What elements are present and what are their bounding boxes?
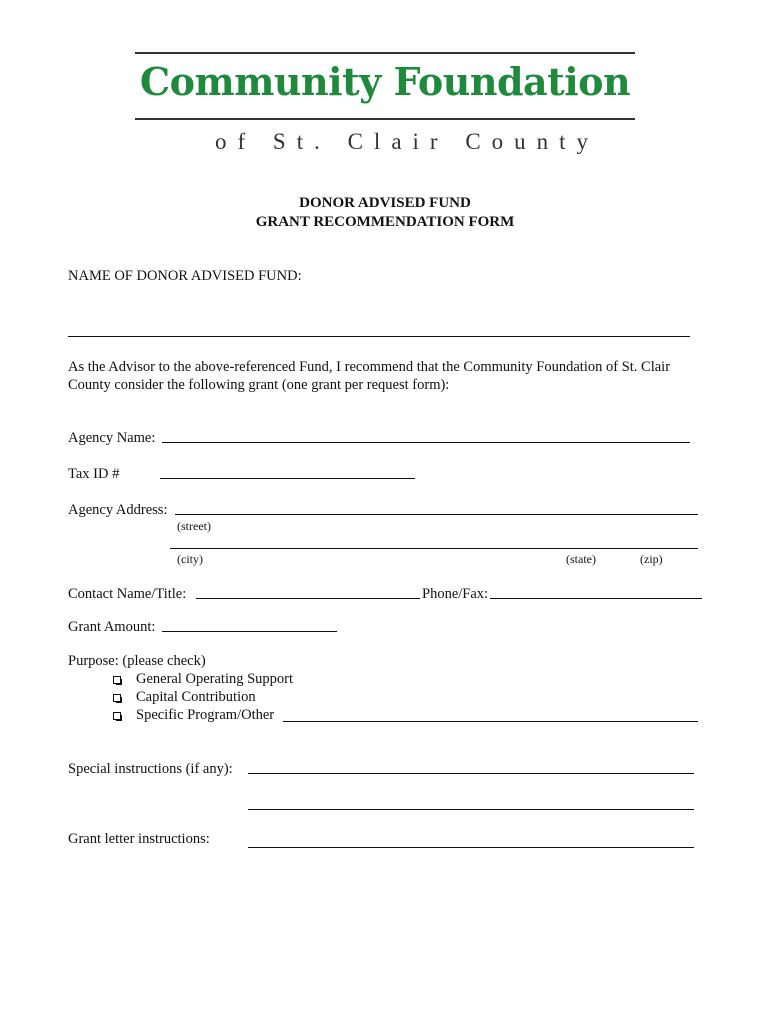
grant-letter-field[interactable] <box>248 831 694 848</box>
street-caption: (street) <box>177 519 211 533</box>
purpose-option-capital: Capital Contribution <box>136 689 256 705</box>
state-caption: (state) <box>566 552 596 566</box>
tax-id-label: Tax ID # <box>68 466 120 482</box>
purpose-option-specific: Specific Program/Other <box>136 707 275 723</box>
specific-program-checkbox[interactable] <box>113 712 121 720</box>
tax-id-field[interactable] <box>160 462 415 479</box>
specific-program-field[interactable] <box>283 705 698 722</box>
street-field[interactable] <box>175 498 698 515</box>
logo-bottom-rule <box>135 118 635 120</box>
purpose-label: Purpose: (please check) <box>68 653 206 669</box>
special-instructions-field-2[interactable] <box>248 793 694 810</box>
special-instructions-label: Special instructions (if any): <box>68 761 233 777</box>
special-instructions-field-1[interactable] <box>248 757 694 774</box>
capital-contribution-checkbox[interactable] <box>113 694 121 702</box>
fund-name-label: NAME OF DONOR ADVISED FUND: <box>68 268 302 284</box>
form-title-line1: DONOR ADVISED FUND <box>299 195 471 211</box>
contact-name-label: Contact Name/Title: <box>68 586 187 602</box>
agency-name-field[interactable] <box>162 426 690 443</box>
phone-fax-label: Phone/Fax: <box>422 586 489 602</box>
logo-subtitle: of St. Clair County <box>215 129 600 154</box>
phone-fax-field[interactable] <box>490 582 702 599</box>
city-state-zip-field[interactable] <box>170 532 698 549</box>
logo-wordmark: Community Foundation <box>139 59 631 104</box>
city-caption: (city) <box>177 552 203 566</box>
grant-amount-field[interactable] <box>162 615 337 632</box>
form-title-line2: GRANT RECOMMENDATION FORM <box>255 214 515 230</box>
grant-amount-label: Grant Amount: <box>68 619 156 635</box>
intro-text-line1: As the Advisor to the above-referenced Fund, I recommend that the Community Foundation of St. Clair <box>68 359 671 375</box>
intro-text-line2: County consider the following grant (one grant per request form): <box>68 377 450 393</box>
fund-name-field[interactable] <box>68 320 690 337</box>
zip-caption: (zip) <box>640 552 663 566</box>
agency-name-label: Agency Name: <box>68 430 156 446</box>
contact-name-field[interactable] <box>196 582 420 599</box>
purpose-option-general: General Operating Support <box>136 671 294 687</box>
general-operating-checkbox[interactable] <box>113 676 121 684</box>
grant-letter-label: Grant letter instructions: <box>68 831 210 847</box>
agency-address-label: Agency Address: <box>68 502 168 518</box>
